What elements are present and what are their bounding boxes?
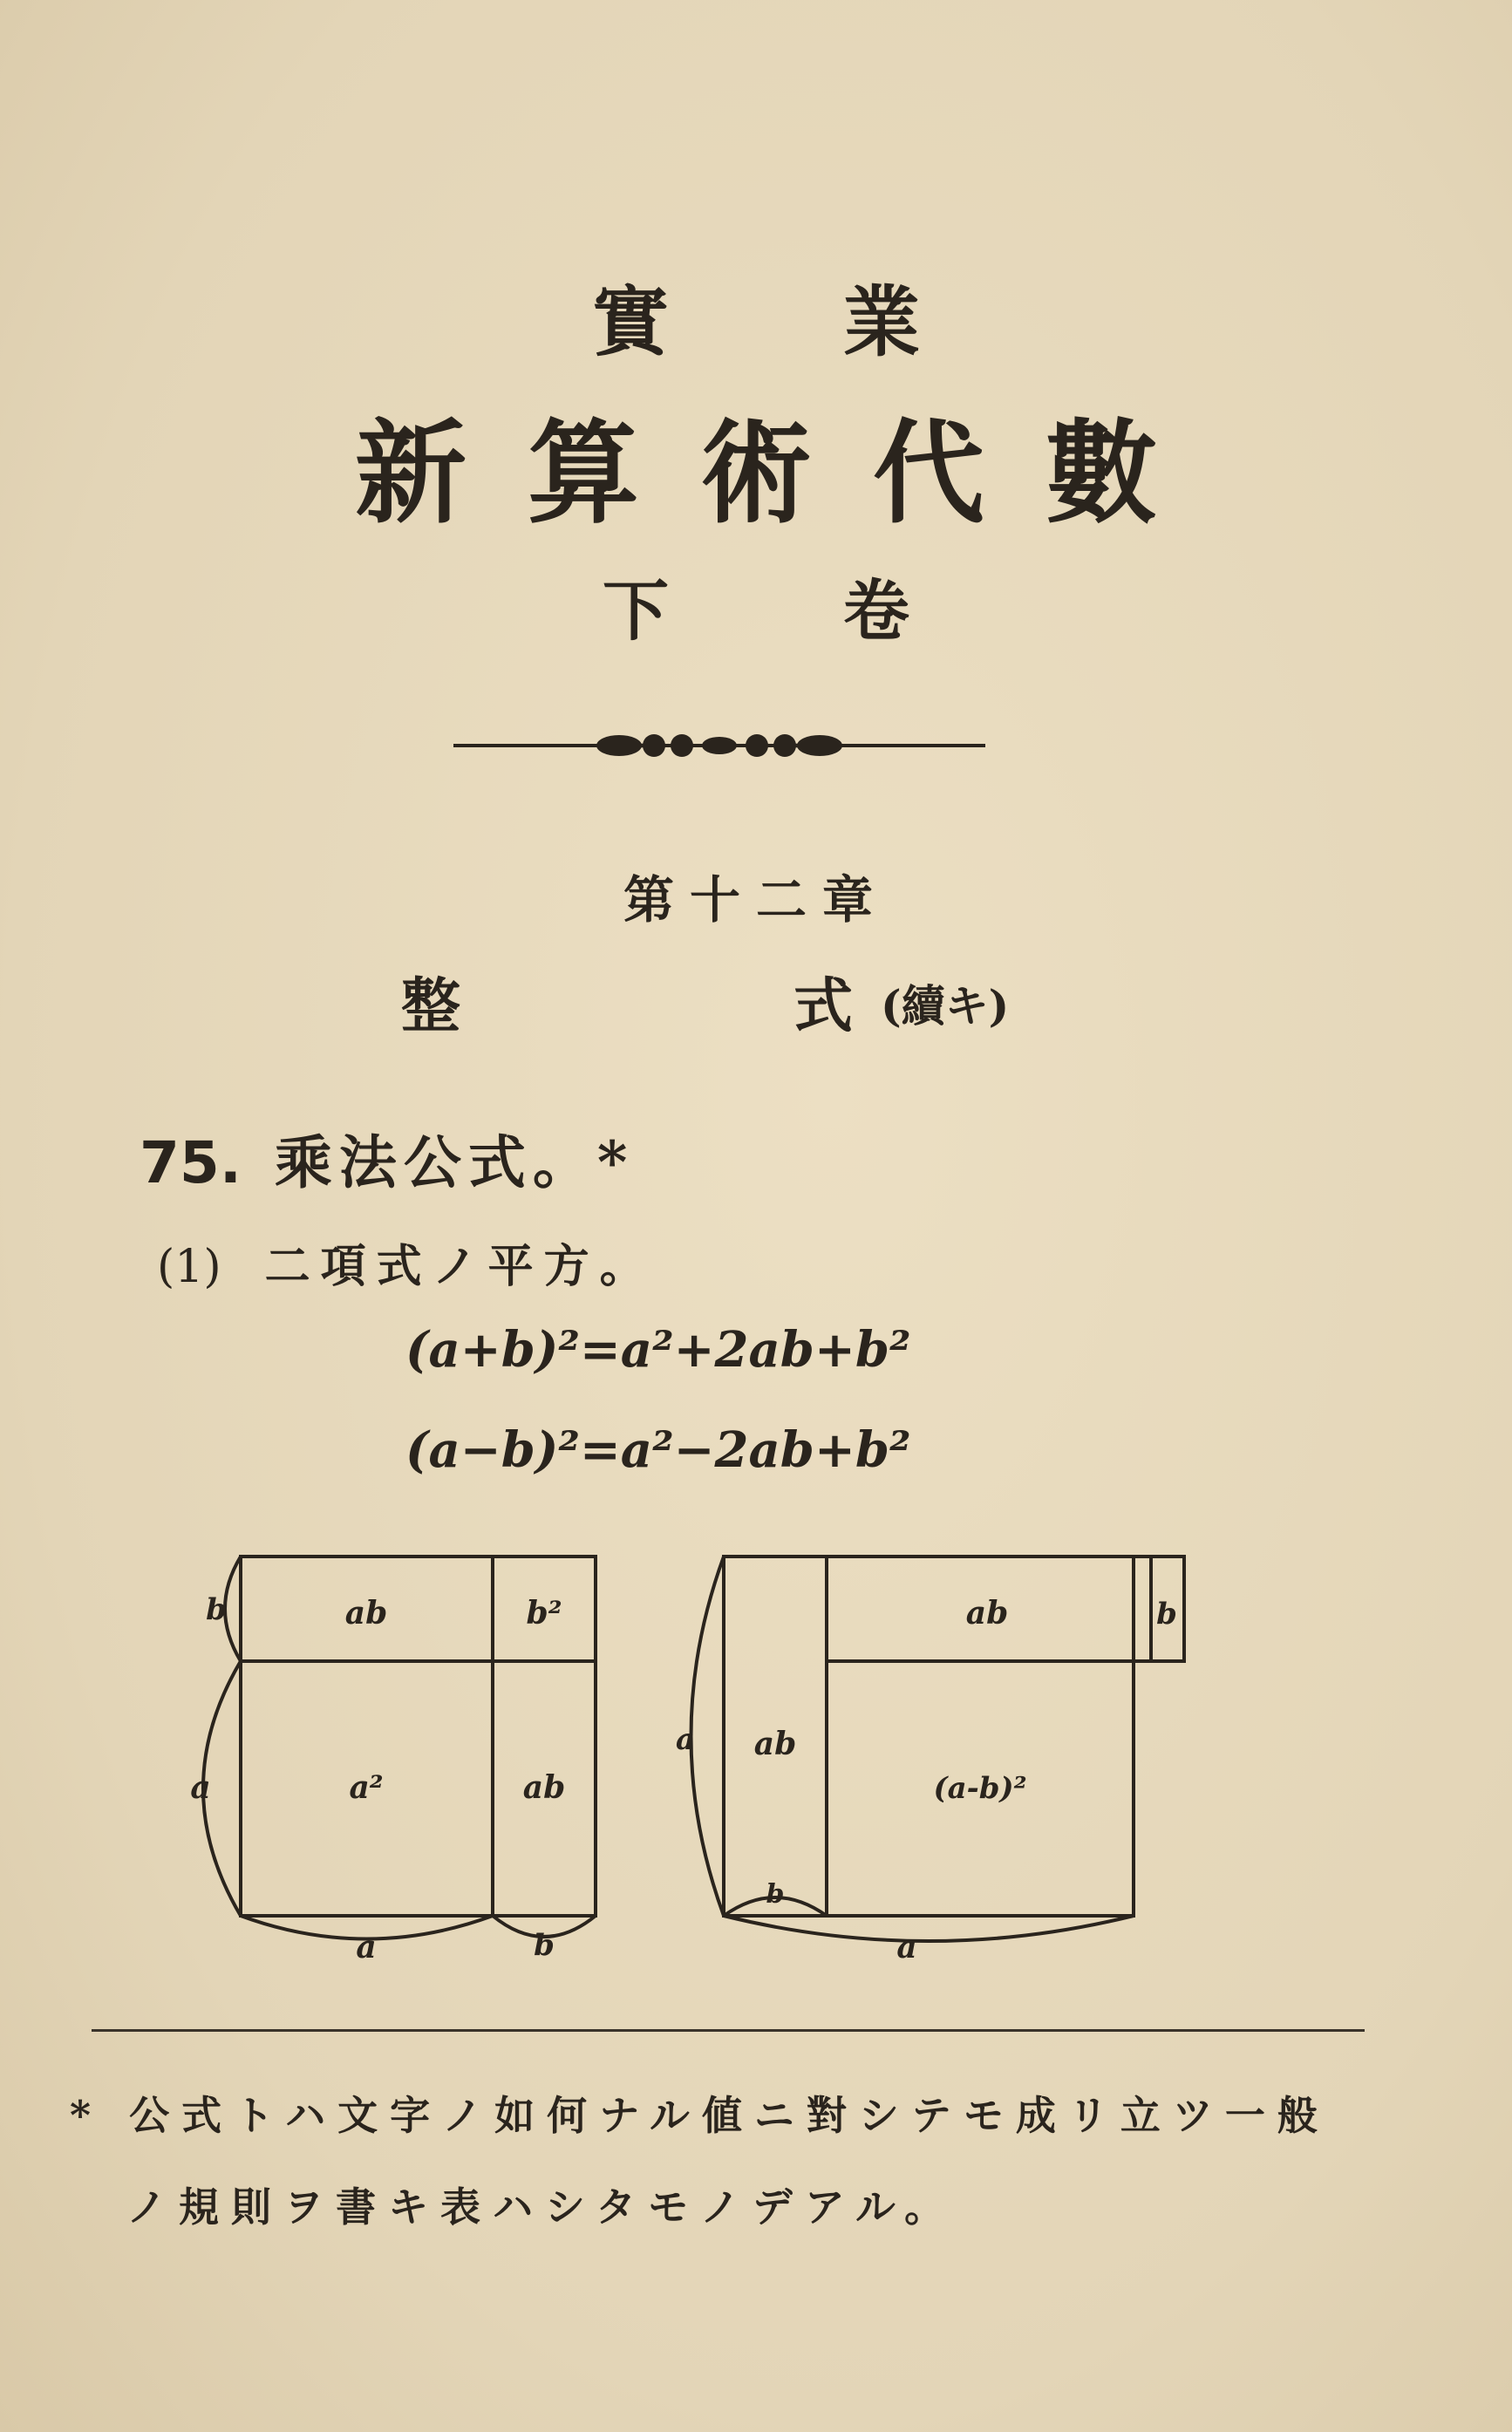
label-side-b: b bbox=[206, 1592, 227, 1627]
book-title: 新算術代數 bbox=[354, 408, 1218, 539]
label-main: a² bbox=[349, 1769, 384, 1806]
chapter-title-part-a: 整 bbox=[401, 971, 461, 1041]
section-title: 乘法公式。* bbox=[274, 1128, 635, 1196]
diagram-square-diff bbox=[663, 1543, 1203, 1979]
label-right: ab bbox=[522, 1769, 566, 1806]
chapter-title-part-b: 式 bbox=[793, 971, 854, 1041]
section-number: 75. bbox=[140, 1129, 242, 1196]
brace-b-left bbox=[225, 1557, 241, 1661]
label-bottom-b: b bbox=[534, 1928, 555, 1963]
ornament-divider bbox=[453, 715, 985, 776]
label-bottom-a: a bbox=[896, 1929, 917, 1965]
diagram-square-sum bbox=[174, 1543, 628, 1979]
subsection-label: (1) bbox=[157, 1241, 221, 1293]
label-top-left: ab bbox=[344, 1595, 388, 1632]
volume-label: 下卷 bbox=[603, 572, 1084, 650]
subsection-title: 二項式ノ平方。 bbox=[264, 1240, 656, 1293]
subsection-heading bbox=[157, 1230, 656, 1295]
label-bar-b: b bbox=[1156, 1597, 1177, 1632]
label-side-a: a bbox=[675, 1722, 696, 1757]
brace-a-bottom bbox=[724, 1916, 1134, 1941]
section-heading bbox=[140, 1116, 634, 1199]
footnote-line-2: ノ規則ヲ書キ表ハシタモノデアル。 bbox=[126, 2183, 957, 2231]
brace-a-left bbox=[691, 1557, 725, 1916]
formula-square-diff: (a−b)²=a²−2ab+b² bbox=[405, 1421, 911, 1479]
label-main: (a-b)² bbox=[933, 1771, 1027, 1806]
series-title: 實業 bbox=[591, 276, 1094, 367]
label-inner-b: b bbox=[766, 1879, 785, 1910]
chapter-number: 第十二章 bbox=[623, 870, 889, 930]
footnote-rule bbox=[92, 2029, 1365, 2032]
chapter-title-note: (續キ) bbox=[881, 980, 1010, 1032]
label-top-right: b² bbox=[526, 1595, 562, 1632]
label-top-bar: ab bbox=[965, 1595, 1009, 1632]
footnote-line-1: * 公式トハ文字ノ如何ナル値ニ對シテモ成リ立ツ一般 bbox=[70, 2092, 1330, 2139]
label-left-strip: ab bbox=[753, 1726, 797, 1762]
label-side-a: a bbox=[190, 1769, 211, 1806]
label-bottom-a: a bbox=[356, 1929, 377, 1965]
formula-square-sum: (a+b)²=a²+2ab+b² bbox=[405, 1321, 911, 1379]
